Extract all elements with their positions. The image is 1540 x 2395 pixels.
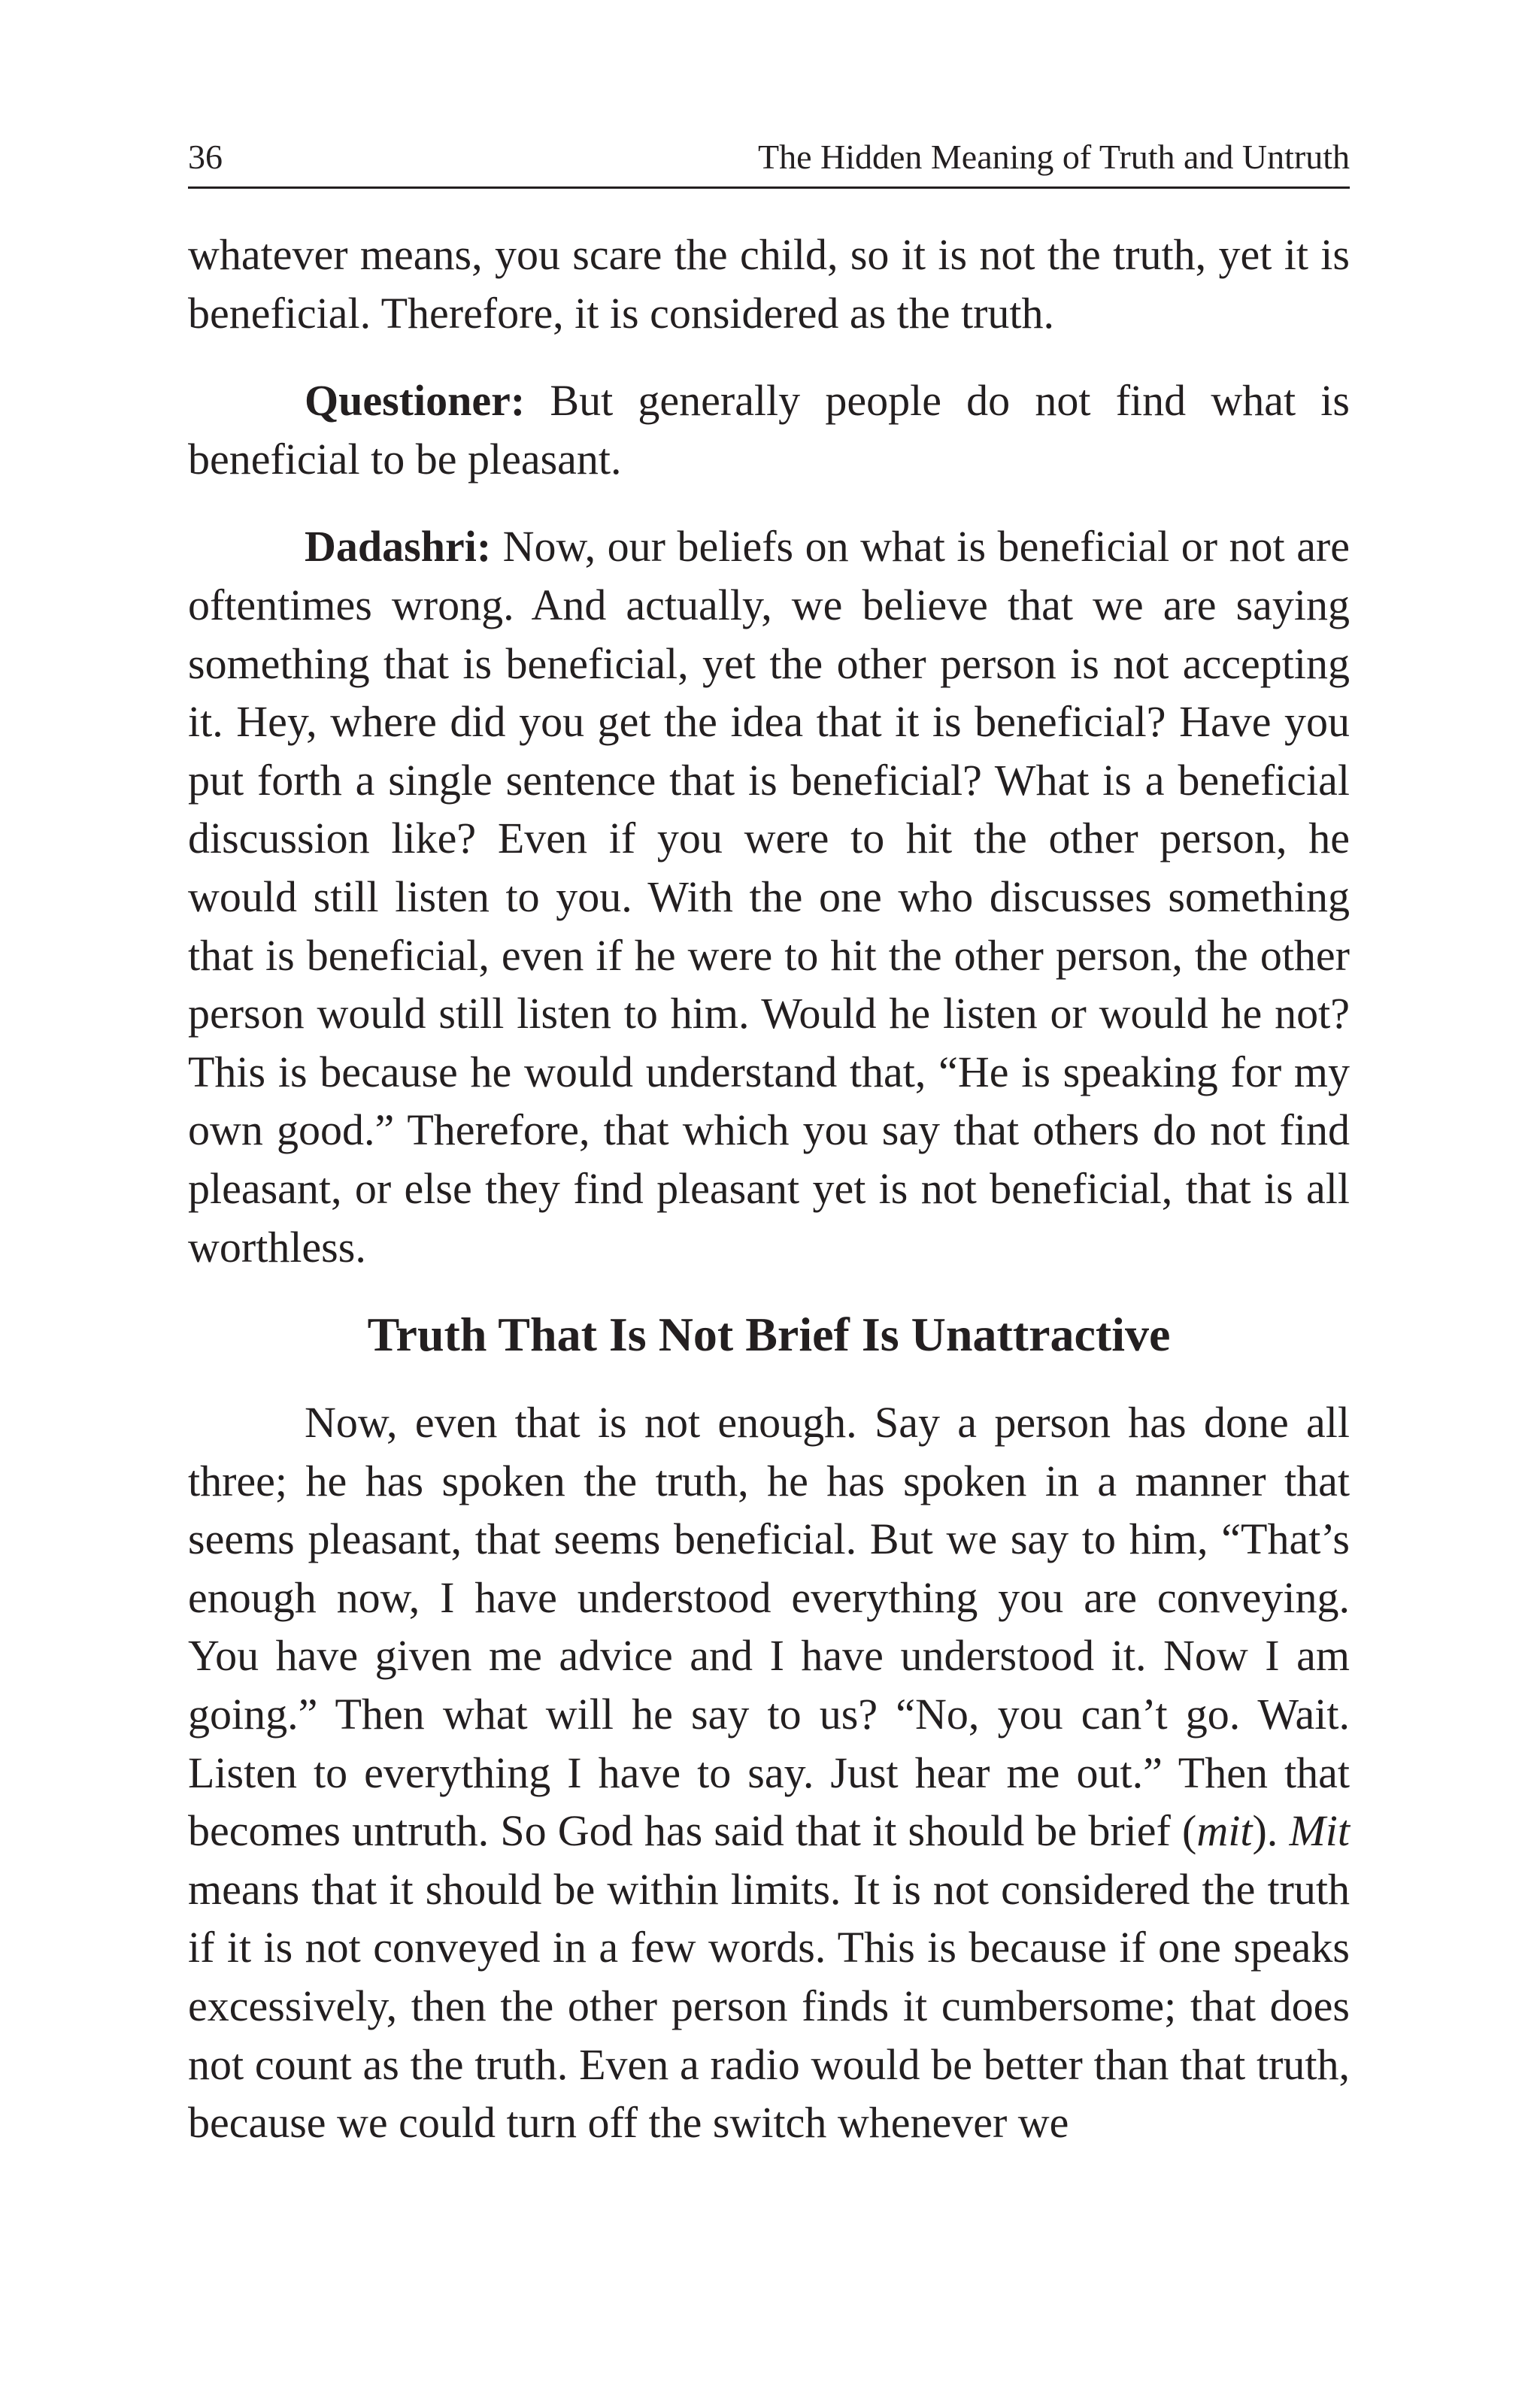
running-title: The Hidden Meaning of Truth and Untruth bbox=[757, 138, 1350, 176]
paragraph-section-body bbox=[188, 1393, 1350, 2152]
speaker-label: Dadashri: bbox=[305, 522, 492, 571]
page-header bbox=[188, 128, 1350, 189]
paragraph-text: ). bbox=[1252, 1806, 1290, 1856]
section-heading: Truth That Is Not Brief Is Unattractive bbox=[367, 1308, 1171, 1362]
paragraph-text: whatever means, you scare the child, so it is not the truth, yet it is beneficial. Therefore, it is considered as the truth. bbox=[188, 230, 1350, 338]
page-body bbox=[188, 226, 1350, 2152]
italic-term: Mit bbox=[1289, 1806, 1350, 1856]
italic-term: mit bbox=[1196, 1806, 1253, 1856]
paragraph-text: Now, even that is not enough. Say a person has done all three; he has spoken the truth, he has spoken in a manner that seems pleasant, that seems beneficial. But we say to him, “That’s enough now, I have understood everything you are conveying. You have given me advice and I have understood it. Now I am going.” Then what will he say to us? “No, you can’t go. Wait. Listen to everything I have to say. Just hear me out.” Then that becomes untruth. So God has said that it should be brief ( bbox=[188, 1398, 1350, 1856]
speaker-label: Questioner: bbox=[305, 376, 526, 426]
page-number: 36 bbox=[188, 138, 223, 176]
paragraph-text: Now, our beliefs on what is beneficial or not are oftentimes wrong. And actually, we believe that we are saying something that is beneficial, yet the other person is not accepting it. Hey, where did you get the idea that it is beneficial? Have you put forth a single sentence that is beneficial? What is a beneficial discussion like? Even if you were to hit the other person, he would still listen to you. With the one who discusses something that is beneficial, even if he were to hit the other person, the other person would still listen to him. Would he listen or would he not? This is because he would understand that, “He is speaking for my own good.” Therefore, that which you say that others do not find pleasant, or else they find pleasant yet is not beneficial, that is all worthless. bbox=[188, 522, 1350, 1272]
paragraph-continuation bbox=[188, 226, 1350, 342]
paragraph-dadashri bbox=[188, 517, 1350, 1276]
paragraph-text: But generally people do not find what is beneficial to be pleasant. bbox=[188, 376, 1350, 484]
paragraph-text: means that it should be within limits. It is not considered the truth if it is not conveyed in a few words. This is because if one speaks excessively, then the other person finds it cumbersome; that does not count as the truth. Even a radio would be better than that truth, because we could turn off the switch whenever we bbox=[188, 1864, 1350, 2148]
paragraph-questioner bbox=[188, 371, 1350, 488]
